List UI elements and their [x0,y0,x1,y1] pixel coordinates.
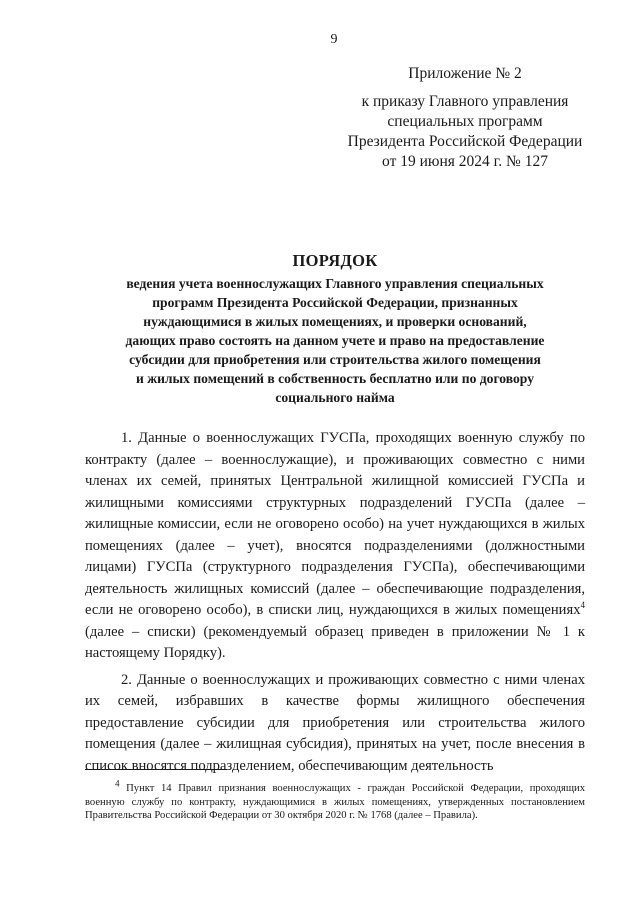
subtitle-line: социального найма [275,390,395,405]
footnote [85,778,585,823]
appendix-line: Президента Российской Федерации [347,133,583,150]
appendix-block [335,64,595,172]
footnote-reference: 4 [580,600,585,611]
paragraph-2: 2. Данные о военнослужащих и проживающих совместно с ними членах их семей, избравших в качестве формы жилищного обеспечения предоставление субсидии для приобретения или строительства жилого помещения (далее – жилищная субсидия), принятых на учет, после внесения в список вносятся подразделением, обеспечивающим деятельность [85,671,585,774]
paragraph-text: 1. Данные о военнослужащих ГУСПа, проходящих военную службу по контракту (далее – военнослужащие), и проживающих совместно с ними членах их семей, принятых Центральной жилищной комиссией ГУСПа и жилищными комиссиями структурных подразделений ГУСПа (далее – жилищные комиссии, если не оговорено особо) на учет нуждающихся в жилых помещениях (далее – учет), вносятся подразделениями (должностными лицами) ГУСПа (структурного подразделения ГУСПа), обеспечивающими деятельность жилищных комиссий (далее – обеспечивающие подразделения, если не оговорено особо), в списки лиц, нуждающихся в жилых помещениях [85,430,585,618]
footnote-mark: 4 [115,778,120,789]
body-text [85,428,585,782]
subtitle-line: нуждающимися в жилых помещениях, и проверки оснований, [143,314,527,329]
paragraph-text: (далее – списки) (рекомендуемый образец приведен в приложении № 1 к настоящему Порядку). [85,623,585,661]
footnote-text: Пункт 14 Правил признания военнослужащих - граждан Российской Федерации, проходящих военную службу по контракту, нуждающимися в жилых помещениях, утвержденных постановлением Правительства Российской Федерации от 30 октября 2020 г. № 1768 (далее – Правила). [85,783,585,821]
page-number: 9 [330,32,338,47]
document-title: ПОРЯДОК [292,251,378,270]
subtitle-line: ведения учета военнослужащих Главного управления специальных [126,276,544,291]
footnote-divider [85,769,227,770]
document-heading [85,250,585,407]
document-subtitle [85,274,585,407]
subtitle-line: субсидии для приобретения или строительства жилого помещения [129,352,541,367]
appendix-line: к приказу Главного управления [361,93,569,110]
appendix-line: от 19 июня 2024 г. № 127 [382,153,548,170]
appendix-line: специальных программ [387,113,543,130]
subtitle-line: дающих право состоять на данном учете и право на предоставление [125,333,545,348]
subtitle-line: и жилых помещений в собственность бесплатно или по договору [135,371,534,386]
subtitle-line: программ Президента Российской Федерации, признанных [152,295,518,310]
paragraph-1 [85,428,585,665]
appendix-title: Приложение № 2 [408,65,522,82]
